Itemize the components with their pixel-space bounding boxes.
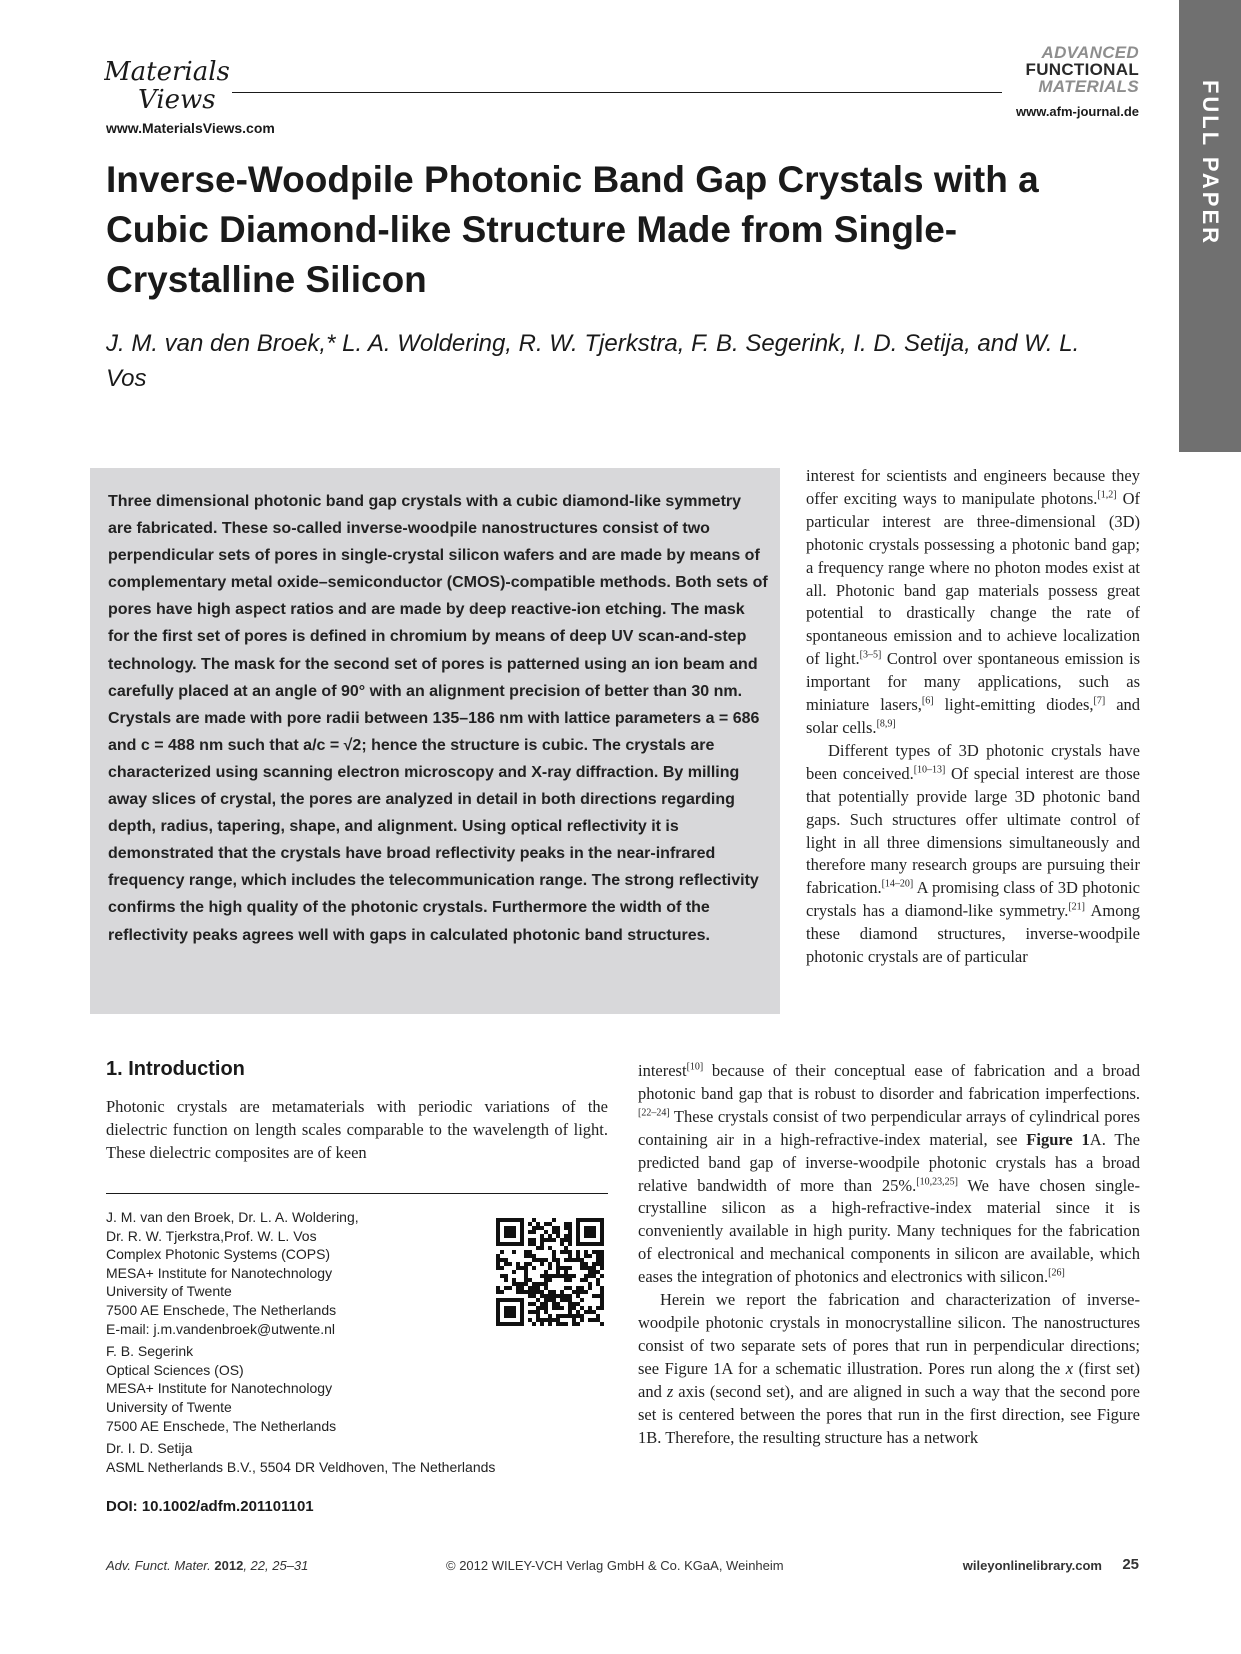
math-symbol: x xyxy=(1065,1358,1074,1378)
intro-paragraph: Photonic crystals are metamaterials with periodic variations of the dielectric function on length scales comparable to the wavelength of light. These dielectric composites are of keen xyxy=(106,1097,608,1162)
reference-citation[interactable]: [14–20] xyxy=(881,878,914,890)
abstract-box xyxy=(90,468,780,1014)
site-url[interactable]: wileyonlinelibrary.com xyxy=(962,1558,1102,1573)
body-paragraph: Herein we report the fabrication and characterization of inverse-woodpile photonic crystals in monocrystalline silicon. The nanostructures consist of two separate sets of pores that run in perpendicular directions; see Figure 1A for a schematic illustration. Pores run along the x (first set) and z axis (second set), and are aligned in such a way that the second pore set is centered between the pores that run in the first direction, see Figure 1B. Therefore, the resulting structure has a network xyxy=(638,1290,1140,1447)
reference-citation[interactable]: [8,9] xyxy=(876,718,896,730)
affiliation-group xyxy=(106,1342,526,1435)
article-title: Inverse-Woodpile Photonic Band Gap Crystals with a Cubic Diamond-like Structure Made from Single-Crystalline Silicon xyxy=(106,159,1039,300)
affiliation-line: 7500 AE Enschede, The Netherlands xyxy=(106,1301,337,1318)
reference-citation[interactable]: [10,23,25] xyxy=(916,1176,958,1188)
affiliation-line: MESA+ Institute for Nanotechnology xyxy=(106,1380,333,1397)
affiliation-block xyxy=(106,1208,526,1480)
body-column-top xyxy=(806,465,1140,969)
reference-citation[interactable]: [10–13] xyxy=(913,764,946,776)
year: 2012 xyxy=(214,1558,244,1573)
copyright: © 2012 WILEY-VCH Verlag GmbH & Co. KGaA, Weinheim xyxy=(446,1558,784,1573)
section-tab xyxy=(1179,0,1241,452)
journal-logo-line-2: FUNCTIONAL xyxy=(1025,60,1139,79)
reference-citation[interactable]: [1,2] xyxy=(1097,489,1117,501)
pages: , 25–31 xyxy=(265,1558,309,1573)
publisher-url[interactable]: www.MaterialsViews.com xyxy=(106,120,275,136)
affiliation-line: MESA+ Institute for Nanotechnology xyxy=(106,1264,333,1281)
journal-name: Adv. Funct. Mater. xyxy=(106,1558,211,1573)
citation: Adv. Funct. Mater. 2012, 22, 25–31 xyxy=(106,1558,309,1573)
svg-text:Materials: Materials xyxy=(104,57,230,87)
affiliation-group xyxy=(106,1439,526,1476)
body-paragraph: interest[10] because of their conceptual ease of fabrication and a broad photonic band gap that is robust to disorder and fabrication imperfections.[22–24] These crystals consist of two perpendicular arrays of cylindrical pores containing air in a high-refractive-index material, see Figure 1A. The predicted band gap of inverse-woodpile photonic crystals has a broad relative bandwidth of more than 25%.[10,23,25] We have chosen single-crystalline silicon as a high-refractive-index material since it is conveniently available in high purity. Many techniques for the fabrication of electronical and mechanical components in silicon are available, which eases the integration of photonics and electronics with silicon.[26] xyxy=(638,1061,1140,1287)
body-paragraph: interest for scientists and engineers because they offer exciting ways to manipulate photons.[1,2] Of particular interest are three-dimensional (3D) photonic crystals possessing a photonic band gap; a frequency range where no photon modes exist at all. Photonic band gap materials possess great potential to drastically change the rate of spontaneous emission and to achieve localization of light.[3–5] Control over spontaneous emission is important for many applications, such as miniature lasers,[6] light-emitting diodes,[7] and solar cells.[8,9] xyxy=(806,466,1141,737)
affiliation-line: Optical Sciences (OS) xyxy=(106,1361,244,1378)
affiliation-group xyxy=(106,1208,526,1338)
affiliation-line: Dr. R. W. Tjerkstra,Prof. W. L. Vos xyxy=(106,1227,317,1244)
reference-citation[interactable]: [21] xyxy=(1068,901,1086,913)
affiliation-line: ASML Netherlands B.V., 5504 DR Veldhoven, The Netherlands xyxy=(106,1458,496,1475)
reference-citation[interactable]: [10] xyxy=(686,1061,704,1073)
reference-citation[interactable]: [6] xyxy=(921,695,934,707)
reference-citation[interactable]: [26] xyxy=(1048,1267,1065,1279)
journal-url[interactable]: www.afm-journal.de xyxy=(1015,104,1139,119)
journal-logo xyxy=(1026,44,1139,95)
reference-citation[interactable]: [7] xyxy=(1093,695,1106,707)
section-heading: 1. Introduction xyxy=(106,1058,245,1080)
page-number: 25 xyxy=(1122,1556,1139,1573)
journal-logo-line-1: ADVANCED xyxy=(1041,43,1139,62)
affiliation-rule xyxy=(106,1193,608,1194)
body-column-bottom xyxy=(638,1060,1140,1449)
materialsviews-logo xyxy=(104,50,234,120)
affiliation-line: F. B. Segerink xyxy=(106,1343,194,1360)
journal-logo-line-3: MATERIALS xyxy=(1038,77,1139,96)
body-paragraph: Different types of 3D photonic crystals have been conceived.[10–13] Of special interest are those that potentially provide large 3D photonic band gaps. Such structures offer ultimate control of light in all three dimensions simultaneously and therefore many research groups are pursuing their fabrication.[14–20] A promising class of 3D photonic crystals has a diamond-like symmetry.[21] Among these diamond structures, inverse-woodpile photonic crystals are of particular xyxy=(806,740,1141,967)
section-tab-label: FULL PAPER xyxy=(1198,79,1223,247)
header-rule xyxy=(232,92,1002,93)
author-list: J. M. van den Broek,* L. A. Woldering, R. W. Tjerkstra, F. B. Segerink, I. D. Setija, and W. L. Vos xyxy=(106,330,1080,392)
affiliation-line: E-mail: j.m.vandenbroek@utwente.nl xyxy=(106,1320,335,1337)
affiliation-line: University of Twente xyxy=(106,1398,232,1415)
affiliation-line: 7500 AE Enschede, The Netherlands xyxy=(106,1417,337,1434)
math-symbol: z xyxy=(666,1381,674,1401)
abstract-text: Three dimensional photonic band gap crystals with a cubic diamond-like symmetry are fabricated. These so-called inverse-woodpile nanostructures consist of two perpendicular sets of pores in single-crystal silicon wafers and are made by means of complementary metal oxide–semiconductor (CMOS)-compatible methods. Both sets of pores have high aspect ratios and are made by deep reactive-ion etching. The mask for the first set of pores is defined in chromium by means of deep UV scan-and-step technology. The mask for the second set of pores is patterned using an ion beam and carefully placed at an angle of 90° with an alignment precision of better than 30 nm. Crystals are made with pore radii between 135–186 nm with lattice parameters a = 686 and c = 488 nm such that a/c = √2; hence the structure is cubic. The crystals are characterized using scanning electron microscopy and X-ray diffraction. By milling away slices of crystal, the pores are analyzed in detail in both directions regarding depth, radius, tapering, shape, and alignment. Using optical reflectivity it is demonstrated that the crystals have broad reflectivity peaks in the near-infrared frequency range, which includes the telecommunication range. The strong reflectivity confirms the high quality of the photonic crystals. Furthermore the width of the reflectivity peaks agrees well with gaps in calculated photonic band structures. xyxy=(108,493,768,944)
volume: 22 xyxy=(250,1558,266,1573)
reference-citation[interactable]: [3–5] xyxy=(859,649,882,661)
affiliation-line: University of Twente xyxy=(106,1283,232,1300)
affiliation-line: Dr. I. D. Setija xyxy=(106,1440,193,1457)
qr-code-icon[interactable] xyxy=(496,1218,604,1326)
reference-citation[interactable]: [22–24] xyxy=(638,1107,670,1119)
figure-reference[interactable]: Figure 1 xyxy=(1026,1129,1090,1149)
affiliation-line: J. M. van den Broek, Dr. L. A. Woldering, xyxy=(106,1209,359,1225)
affiliation-line: Complex Photonic Systems (COPS) xyxy=(106,1246,331,1263)
doi[interactable]: DOI: 10.1002/adfm.201101101 xyxy=(106,1498,314,1515)
svg-text:Views: Views xyxy=(138,85,216,115)
